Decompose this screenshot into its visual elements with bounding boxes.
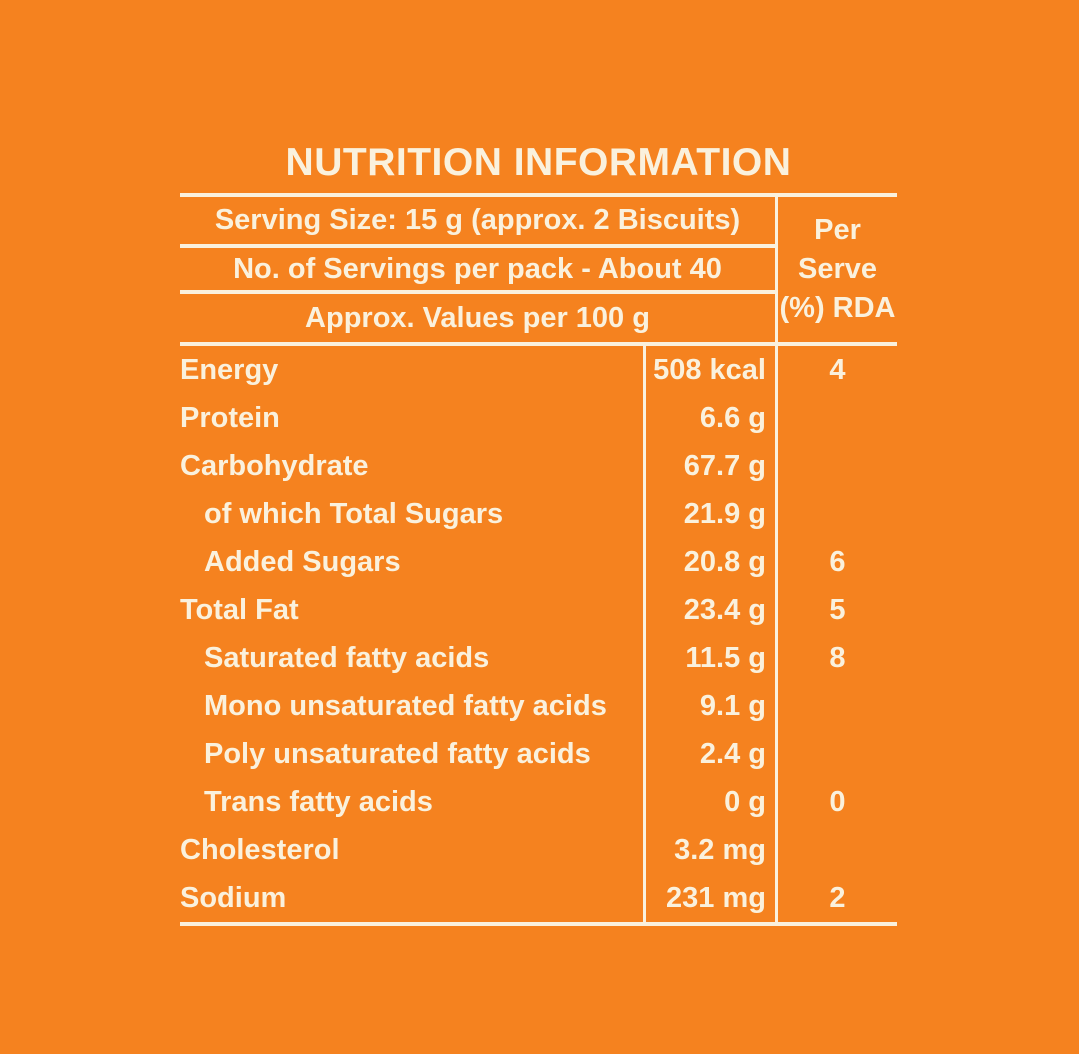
nutrient-value: 20.8 g bbox=[643, 538, 775, 586]
per-serve-rda-header bbox=[775, 197, 897, 342]
servings-per-pack-row: No. of Servings per pack - About 40 bbox=[180, 248, 775, 294]
nutrient-rda bbox=[775, 394, 897, 442]
nutrient-value: 0 g bbox=[643, 778, 775, 826]
nutrient-value: 67.7 g bbox=[643, 442, 775, 490]
nutrient-rda: 8 bbox=[775, 634, 897, 682]
nutrient-value: 2.4 g bbox=[643, 730, 775, 778]
nutrient-value: 23.4 g bbox=[643, 586, 775, 634]
nutrient-rda bbox=[775, 682, 897, 730]
table-row bbox=[180, 346, 897, 394]
nutrient-rda: 4 bbox=[775, 346, 897, 394]
nutrient-label: Added Sugars bbox=[204, 545, 401, 578]
nutrient-rda: 5 bbox=[775, 586, 897, 634]
nutrition-table bbox=[180, 193, 897, 926]
nutrient-value: 231 mg bbox=[643, 874, 775, 922]
nutrient-label: Mono unsaturated fatty acids bbox=[204, 689, 607, 722]
nutrient-value: 6.6 g bbox=[643, 394, 775, 442]
nutrient-rda bbox=[775, 490, 897, 538]
values-basis-row: Approx. Values per 100 g bbox=[305, 301, 650, 334]
nutrient-value: 21.9 g bbox=[643, 490, 775, 538]
nutrient-rda: 6 bbox=[775, 538, 897, 586]
nutrient-label: Protein bbox=[180, 401, 280, 434]
table-row bbox=[180, 490, 897, 538]
table-row bbox=[180, 682, 897, 730]
per-serve-line-3: (%) RDA bbox=[779, 292, 896, 324]
nutrient-rda: 0 bbox=[775, 778, 897, 826]
table-row bbox=[180, 538, 897, 586]
nutrient-rows bbox=[180, 346, 897, 922]
per-serve-line-1: Per bbox=[814, 214, 861, 246]
nutrient-value: 3.2 mg bbox=[643, 826, 775, 874]
nutrient-rda bbox=[775, 826, 897, 874]
table-row bbox=[180, 826, 897, 874]
serving-size-row: Serving Size: 15 g (approx. 2 Biscuits) bbox=[180, 197, 775, 248]
table-row bbox=[180, 730, 897, 778]
nutrient-label: Saturated fatty acids bbox=[204, 641, 490, 674]
nutrient-rda: 2 bbox=[775, 874, 897, 922]
nutrient-value: 11.5 g bbox=[643, 634, 775, 682]
nutrient-label: Energy bbox=[180, 353, 279, 386]
table-row bbox=[180, 586, 897, 634]
nutrient-value: 508 kcal bbox=[643, 346, 775, 394]
nutrient-label: Cholesterol bbox=[180, 833, 340, 866]
table-row bbox=[180, 442, 897, 490]
nutrient-label: Poly unsaturated fatty acids bbox=[204, 737, 591, 770]
nutrient-rda bbox=[775, 442, 897, 490]
per-serve-line-2: Serve bbox=[797, 253, 877, 285]
nutrient-rda bbox=[775, 730, 897, 778]
nutrient-label: Sodium bbox=[180, 881, 287, 914]
nutrient-label: Carbohydrate bbox=[180, 449, 369, 482]
table-header bbox=[180, 197, 897, 346]
table-row bbox=[180, 874, 897, 922]
nutrient-label: of which Total Sugars bbox=[204, 497, 504, 530]
table-row bbox=[180, 394, 897, 442]
table-header-left bbox=[180, 197, 775, 342]
table-row bbox=[180, 778, 897, 826]
page-title: NUTRITION INFORMATION bbox=[285, 141, 792, 184]
nutrient-label: Total Fat bbox=[180, 593, 299, 626]
nutrient-label: Trans fatty acids bbox=[204, 785, 433, 818]
table-row bbox=[180, 634, 897, 682]
nutrient-value: 9.1 g bbox=[643, 682, 775, 730]
